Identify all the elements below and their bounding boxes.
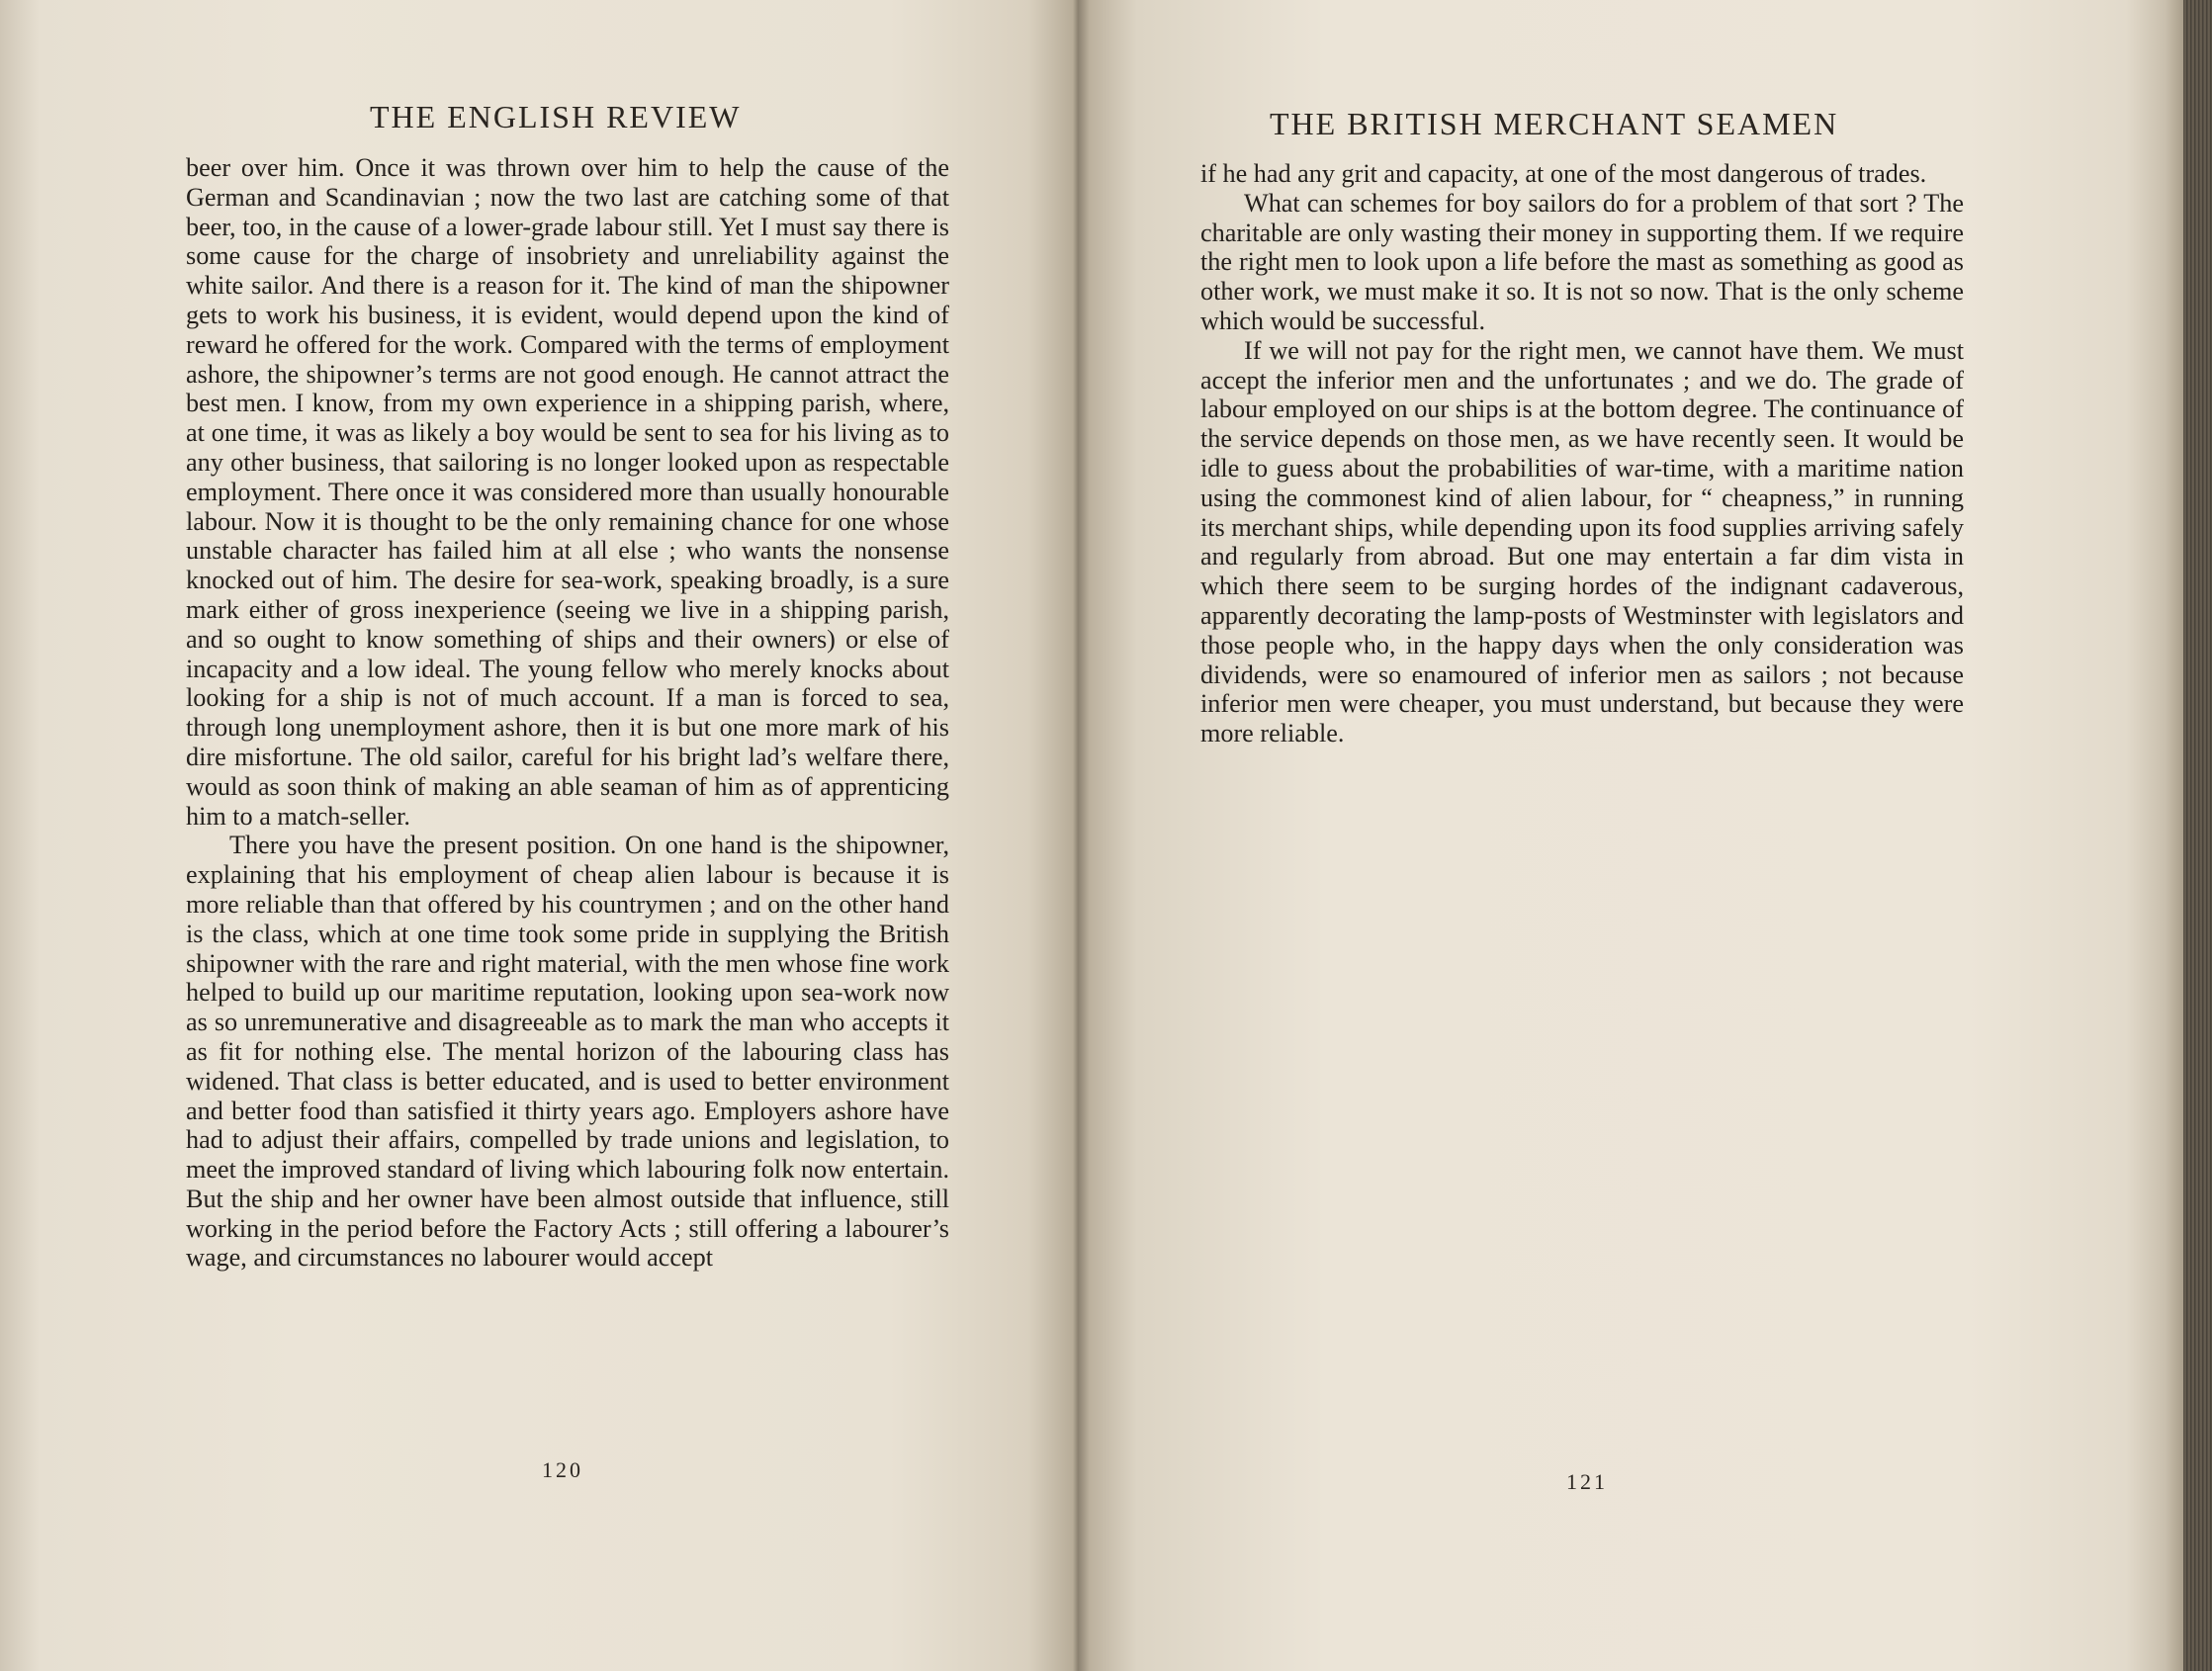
book-edge: [2183, 0, 2212, 1671]
paragraph: What can schemes for boy sailors do for a problem of that sort ? The charitable are only wasting their money in supporting them. If we require the right men to look upon a life before the mast as something as good as other work, we must make it so. It is not so now. That is the only scheme which would be successful.: [1200, 188, 1964, 335]
paragraph: beer over him. Once it was thrown over him to help the cause of the German and Scandinavian ; now the two last are catching some of that beer, too, in the cause of a lower-grade labour still. Yet I must say there is some cause for the charge of insobriety and unreliability against the white sailor. And there is a reason for it. The kind of man the shipowner gets to work his business, it is evident, would depend upon the kind of reward he offered for the work. Compared with the terms of employment ashore, the shipowner’s terms are not good enough. He cannot attract the best men. I know, from my own experience in a shipping parish, where, at one time, it was as likely a boy would be sent to sea for his living as to any other business, that sailoring is no longer looked upon as respectable employment. There once it was considered more than usually honourable labour. Now it is thought to be the only remaining chance for one whose unstable character has failed him at all else ; who wants the nonsense knocked out of him. The desire for sea-work, speaking broadly, is a sure mark either of gross inexperience (seeing we live in a shipping parish, and so ought to know something of ships and their owners) or else of incapacity and a low ideal. The young fellow who merely knocks about looking for a ship is not of much account. If a man is forced to sea, through long unemployment ashore, then it is but one more mark of his dire misfortune. The old sailor, careful for his bright lad’s welfare there, would as soon think of making an able seaman of him as of apprenticing him to a match-seller.: [186, 153, 949, 831]
running-head-left: THE ENGLISH REVIEW: [370, 99, 742, 134]
page-number-left: 120: [542, 1457, 583, 1482]
right-page: [1078, 0, 2183, 1671]
right-page-body: [1200, 159, 1964, 748]
running-head-right: THE BRITISH MERCHANT SEAMEN: [1270, 106, 1839, 141]
paragraph: if he had any grit and capacity, at one of the most dangerous of trades.: [1200, 159, 1927, 188]
left-page: [0, 0, 1078, 1671]
left-page-body: [186, 153, 949, 1273]
paragraph: There you have the present position. On one hand is the shipowner, explaining that his employment of cheap alien labour is because it is more reliable than that offered by his countrymen ; and on the other hand is the class, which at one time took some pride in supplying the British shipowner with the rare and right material, with the men whose fine work helped to build up our maritime reputation, looking upon sea-work now as so unremunerative and disagreeable as to mark the man who accepts it as fit for nothing else. The mental horizon of the labouring class has widened. That class is better educated, and is used to better environment and better food than satisfied it thirty years ago. Employers ashore have had to adjust their affairs, compelled by trade unions and legislation, to meet the improved standard of living which labouring folk now entertain. But the ship and her owner have been almost outside that influence, still working in the period before the Factory Acts ; still offering a labourer’s wage, and circumstances no labourer would accept: [186, 831, 949, 1273]
page-number-right: 121: [1566, 1469, 1608, 1494]
paragraph: If we will not pay for the right men, we cannot have them. We must accept the inferior men and the unfortunates ; and we do. The grade of labour employed on our ships is at the bottom degree. The continuance of the service depends on those men, as we have recently seen. It would be idle to guess about the probabilities of war-time, with a maritime nation using the commonest kind of alien labour, for “ cheapness,” in running its merchant ships, while depending upon its food supplies arriving safely and regularly from abroad. But one may entertain a far dim vista in which there seem to be surging hordes of the indignant cadaverous, apparently decorating the lamp-posts of Westminster with legislators and those people who, in the happy days when the only consideration was dividends, were so enamoured of inferior men as sailors ; not because inferior men were cheaper, you must understand, but because they were more reliable.: [1200, 335, 1964, 748]
